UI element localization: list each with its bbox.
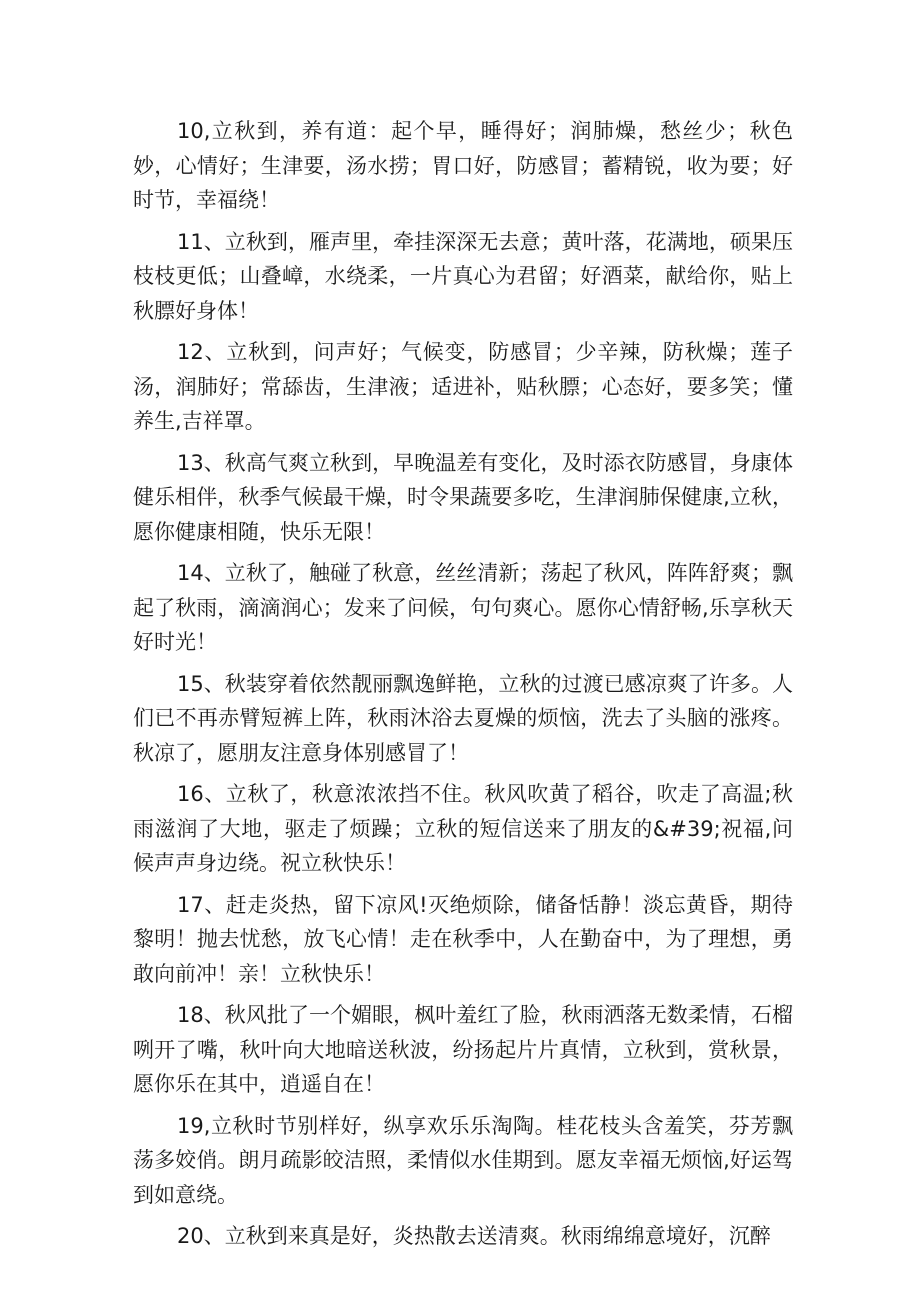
paragraph-19: 19,立秋时节别样好，纵享欢乐乐淘陶。桂花枝头含羞笑，芬芳飘荡多姣俏。朗月疏影皎洁照，柔情似水佳期到。愿友幸福无烦恼,好运驾到如意绕。 (133, 1113, 793, 1207)
paragraph-11: 11、立秋到，雁声里，牵挂深深无去意；黄叶落，花满地，硕果压枝枝更低；山叠嶂，水绕柔，一片真心为君留；好酒菜，献给你，贴上秋膘好身体！ (133, 229, 793, 323)
paragraph-10: 10,立秋到，养有道：起个早，睡得好；润肺燥，愁丝少；秋色妙，心情好；生津要，汤水捞；胃口好，防感冒；蓄精锐，收为要；好时节，幸福绕！ (133, 119, 793, 212)
paragraph-12: 12、立秋到，问声好；气候变，防感冒；少辛辣，防秋燥；莲子汤，润肺好；常舔齿，生津液；适进补，贴秋膘；心态好，要多笑；懂养生,吉祥罩。 (133, 340, 793, 433)
paragraph-18: 18、秋风批了一个媚眼，枫叶羞红了脸，秋雨洒落无数柔情，石榴咧开了嘴，秋叶向大地暗送秋波，纷扬起片片真情，立秋到，赏秋景，愿你乐在其中，逍遥自在！ (133, 1003, 793, 1096)
paragraph-14: 14、立秋了，触碰了秋意，丝丝清新；荡起了秋风，阵阵舒爽；飘起了秋雨，滴滴润心；发来了问候，句句爽心。愿你心情舒畅,乐享秋天好时光！ (133, 561, 793, 654)
paragraph-17: 17、赶走炎热，留下凉风!灭绝烦除，储备恬静！淡忘黄昏，期待黎明！抛去忧愁，放飞心情！走在秋季中，人在勤奋中，为了理想，勇敢向前冲！亲！立秋快乐！ (133, 892, 793, 986)
document-body (133, 114, 793, 1261)
paragraph-16: 16、立秋了，秋意浓浓挡不住。秋风吹黄了稻谷，吹走了高温;秋雨滋润了大地，驱走了烦躁；立秋的短信送来了朋友的&#39;祝福,问候声声身边绕。祝立秋快乐！ (133, 782, 793, 875)
paragraph-20: 20、立秋到来真是好，炎热散去送清爽。秋雨绵绵意境好，沉醉 (177, 1224, 771, 1248)
paragraph-15: 15、秋装穿着依然靓丽飘逸鲜艳，立秋的过渡已感凉爽了许多。人们已不再赤臂短裤上阵，秋雨沐浴去夏燥的烦恼，洗去了头脑的涨疼。秋凉了，愿朋友注意身体别感冒了！ (133, 671, 793, 765)
paragraph-13: 13、秋高气爽立秋到，早晚温差有变化，及时添衣防感冒，身康体健乐相伴，秋季气候最干燥，时令果蔬要多吃，生津润肺保健康,立秋，愿你健康相随，快乐无限！ (133, 450, 793, 544)
